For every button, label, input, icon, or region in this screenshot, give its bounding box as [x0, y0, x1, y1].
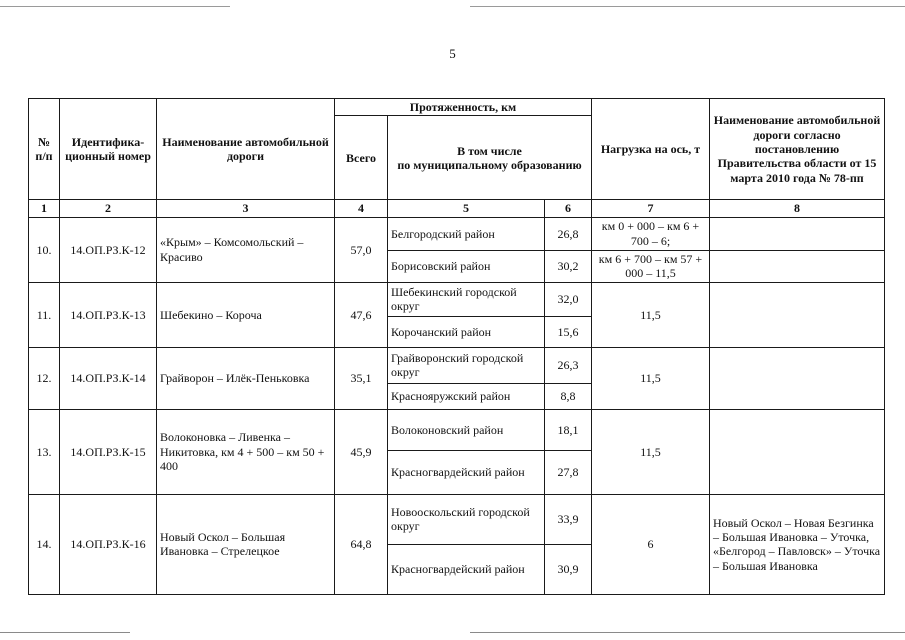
total-length: 45,9 [335, 409, 388, 494]
axle-load: км 0 + 000 – км 6 + 700 – 6; [592, 217, 710, 250]
total-length: 64,8 [335, 494, 388, 594]
road-name: «Крым» – Комсомольский – Красиво [157, 217, 335, 282]
bottom-scan-edge-left [0, 632, 130, 633]
road-name: Грайворон – Илёк-Пеньковка [157, 347, 335, 409]
district-name: Белгородский район [388, 217, 545, 250]
gov-road-name [710, 282, 885, 347]
header-num: № п/п [29, 99, 60, 200]
gov-road-name [710, 347, 885, 409]
district-name: Шебекинский городской округ [388, 282, 545, 316]
gov-road-name: Новый Оскол – Новая Безгинка – Большая Ивановка – Уточка, «Белгород – Павловск» – Уточка – Большая Ивановка [710, 494, 885, 594]
district-length: 8,8 [545, 383, 592, 409]
row-number: 11. [29, 282, 60, 347]
top-scan-edge-right [470, 6, 905, 7]
district-length: 32,0 [545, 282, 592, 316]
district-name: Красногвардейский район [388, 450, 545, 494]
column-number: 7 [592, 200, 710, 217]
column-number: 3 [157, 200, 335, 217]
road-id: 14.ОП.РЗ.К-13 [60, 282, 157, 347]
top-scan-edge-left [0, 6, 230, 7]
total-length: 47,6 [335, 282, 388, 347]
district-name: Грайворонский городской округ [388, 347, 545, 383]
header-id: Идентифика-ционный номер [60, 99, 157, 200]
column-number: 2 [60, 200, 157, 217]
district-length: 26,8 [545, 217, 592, 250]
district-length: 15,6 [545, 316, 592, 347]
table-row [29, 217, 885, 250]
gov-road-name-empty [710, 250, 885, 282]
bottom-scan-edge-right [470, 632, 905, 633]
column-number-row [29, 200, 885, 217]
road-id: 14.ОП.РЗ.К-16 [60, 494, 157, 594]
district-length: 27,8 [545, 450, 592, 494]
road-id: 14.ОП.РЗ.К-14 [60, 347, 157, 409]
gov-road-name [710, 217, 885, 250]
district-length: 30,9 [545, 544, 592, 594]
district-name: Краснояружский район [388, 383, 545, 409]
road-name: Шебекино – Короча [157, 282, 335, 347]
district-length: 18,1 [545, 409, 592, 450]
road-name: Волоконовка – Ливенка – Никитовка, км 4 + 500 – км 50 + 400 [157, 409, 335, 494]
district-name: Корочанский район [388, 316, 545, 347]
header-length-group: Протяженность, км [335, 99, 592, 116]
district-name: Волоконовский район [388, 409, 545, 450]
table-row [29, 494, 885, 544]
header-gov-name: Наименование автомобильной дороги согласно постановлению Правительства области от 15 марта 2010 года № 78-пп [710, 99, 885, 200]
header-including [388, 116, 592, 200]
road-id: 14.ОП.РЗ.К-12 [60, 217, 157, 282]
row-number: 13. [29, 409, 60, 494]
column-number: 5 [388, 200, 545, 217]
axle-load: 11,5 [592, 282, 710, 347]
district-length: 26,3 [545, 347, 592, 383]
row-number: 10. [29, 217, 60, 282]
table-row [29, 347, 885, 383]
road-name: Новый Оскол – Большая Ивановка – Стрелецкое [157, 494, 335, 594]
column-number: 1 [29, 200, 60, 217]
column-number: 6 [545, 200, 592, 217]
axle-load: 6 [592, 494, 710, 594]
header-axle-load: Нагрузка на ось, т [592, 99, 710, 200]
page-number: 5 [449, 46, 456, 61]
header-row-1 [29, 99, 885, 116]
row-number: 12. [29, 347, 60, 409]
total-length: 35,1 [335, 347, 388, 409]
district-length: 33,9 [545, 494, 592, 544]
district-name: Новооскольский городской округ [388, 494, 545, 544]
district-length: 30,2 [545, 250, 592, 282]
district-name: Красногвардейский район [388, 544, 545, 594]
total-length: 57,0 [335, 217, 388, 282]
row-number: 14. [29, 494, 60, 594]
header-total: Всего [335, 116, 388, 200]
header-road-name: Наименование автомобильной дороги [157, 99, 335, 200]
gov-road-name [710, 409, 885, 494]
road-id: 14.ОП.РЗ.К-15 [60, 409, 157, 494]
axle-load: км 6 + 700 – км 57 + 000 – 11,5 [592, 250, 710, 282]
district-name: Борисовский район [388, 250, 545, 282]
header-including-line-2: по муниципальному образованию [397, 157, 582, 172]
table-row [29, 282, 885, 316]
axle-load: 11,5 [592, 347, 710, 409]
road-table [28, 98, 885, 595]
column-number: 8 [710, 200, 885, 217]
column-number: 4 [335, 200, 388, 217]
header-including-line-1: В том числе [457, 143, 522, 158]
table-row [29, 409, 885, 450]
axle-load: 11,5 [592, 409, 710, 494]
